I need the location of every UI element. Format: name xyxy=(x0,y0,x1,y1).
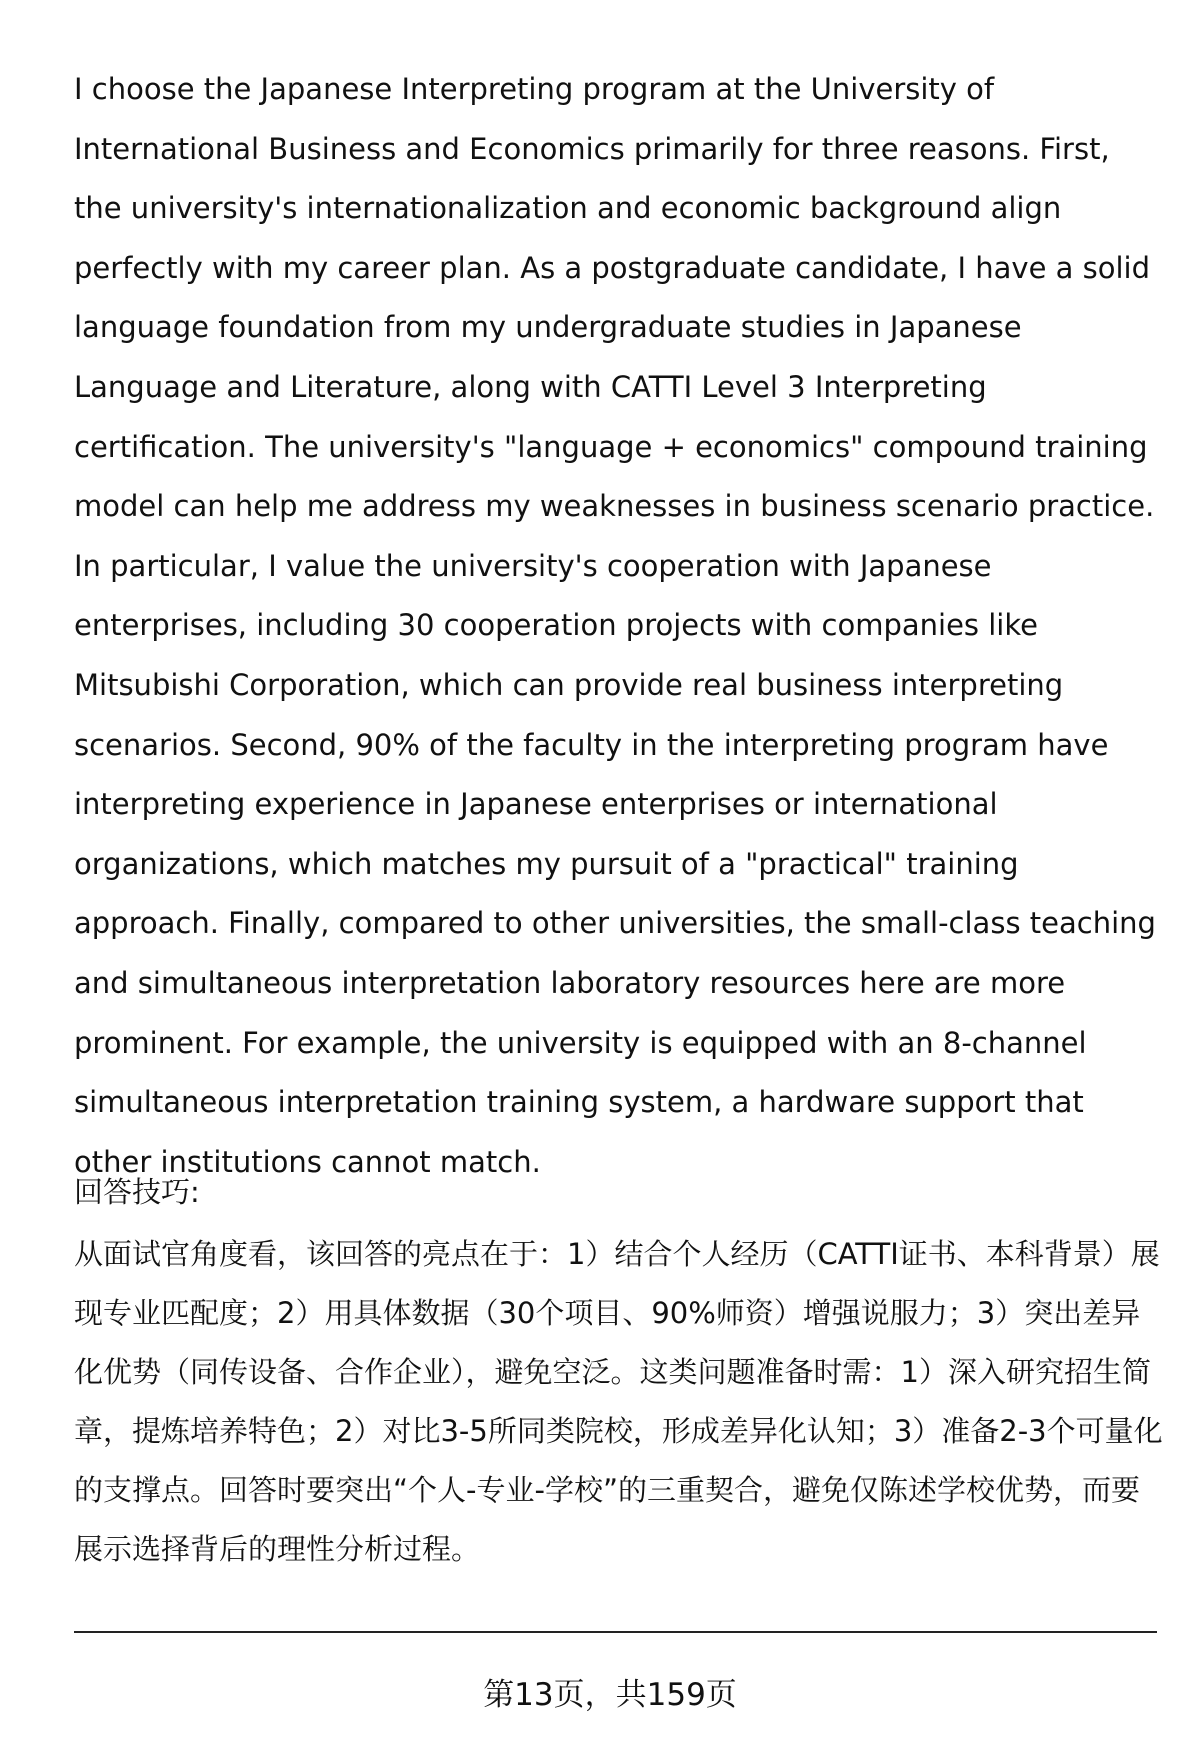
tips-body: 从面试官角度看，该回答的亮点在于：1）结合个人经历（CATTI证书、本科背景）展现专业匹配度；2）用具体数据（30个项目、90%师资）增强说服力；3）突出差异化优势（同传设备、合作企业），避免空泛。这类问题准备时需：1）深入研究招生简章，提炼培养特色；2）对比3-5所同类院校，形成差异化认知；3）准备2-3个可量化的支撑点。回答时要突出“个人-专业-学校”的三重契合，避免仅陈述学校优势，而要展示选择背后的理性分析过程。 xyxy=(74,1237,1163,1566)
answer-paragraph: I choose the Japanese Interpreting program at the University of International Business and Economics primarily for three reasons. First, the university's internationalization and economic background align perfectly with my career plan. As a postgraduate candidate, I have a solid language foundation from my undergraduate studies in Japanese Language and Literature, along with CATTI Level 3 Interpreting certification. The university's "language + economics" compound training model can help me address my weaknesses in business scenario practice. In particular, I value the university's cooperation with Japanese enterprises, including 30 cooperation projects with companies like Mitsubishi Corporation, which can provide real business interpreting scenarios. Second, 90% of the faculty in the interpreting program have interpreting experience in Japanese enterprises or international organizations, which matches my pursuit of a "practical" training approach. Finally, compared to other universities, the small-class teaching and simultaneous interpretation laboratory resources here are more prominent. For example, the university is equipped with an 8-channel simultaneous interpretation training system, a hardware support that other institutions cannot match. xyxy=(74,72,1156,1179)
page-number: 第13页，共159页 xyxy=(483,1677,737,1713)
footer-divider xyxy=(74,1631,1157,1633)
tips-heading: 回答技巧: xyxy=(74,1175,200,1209)
